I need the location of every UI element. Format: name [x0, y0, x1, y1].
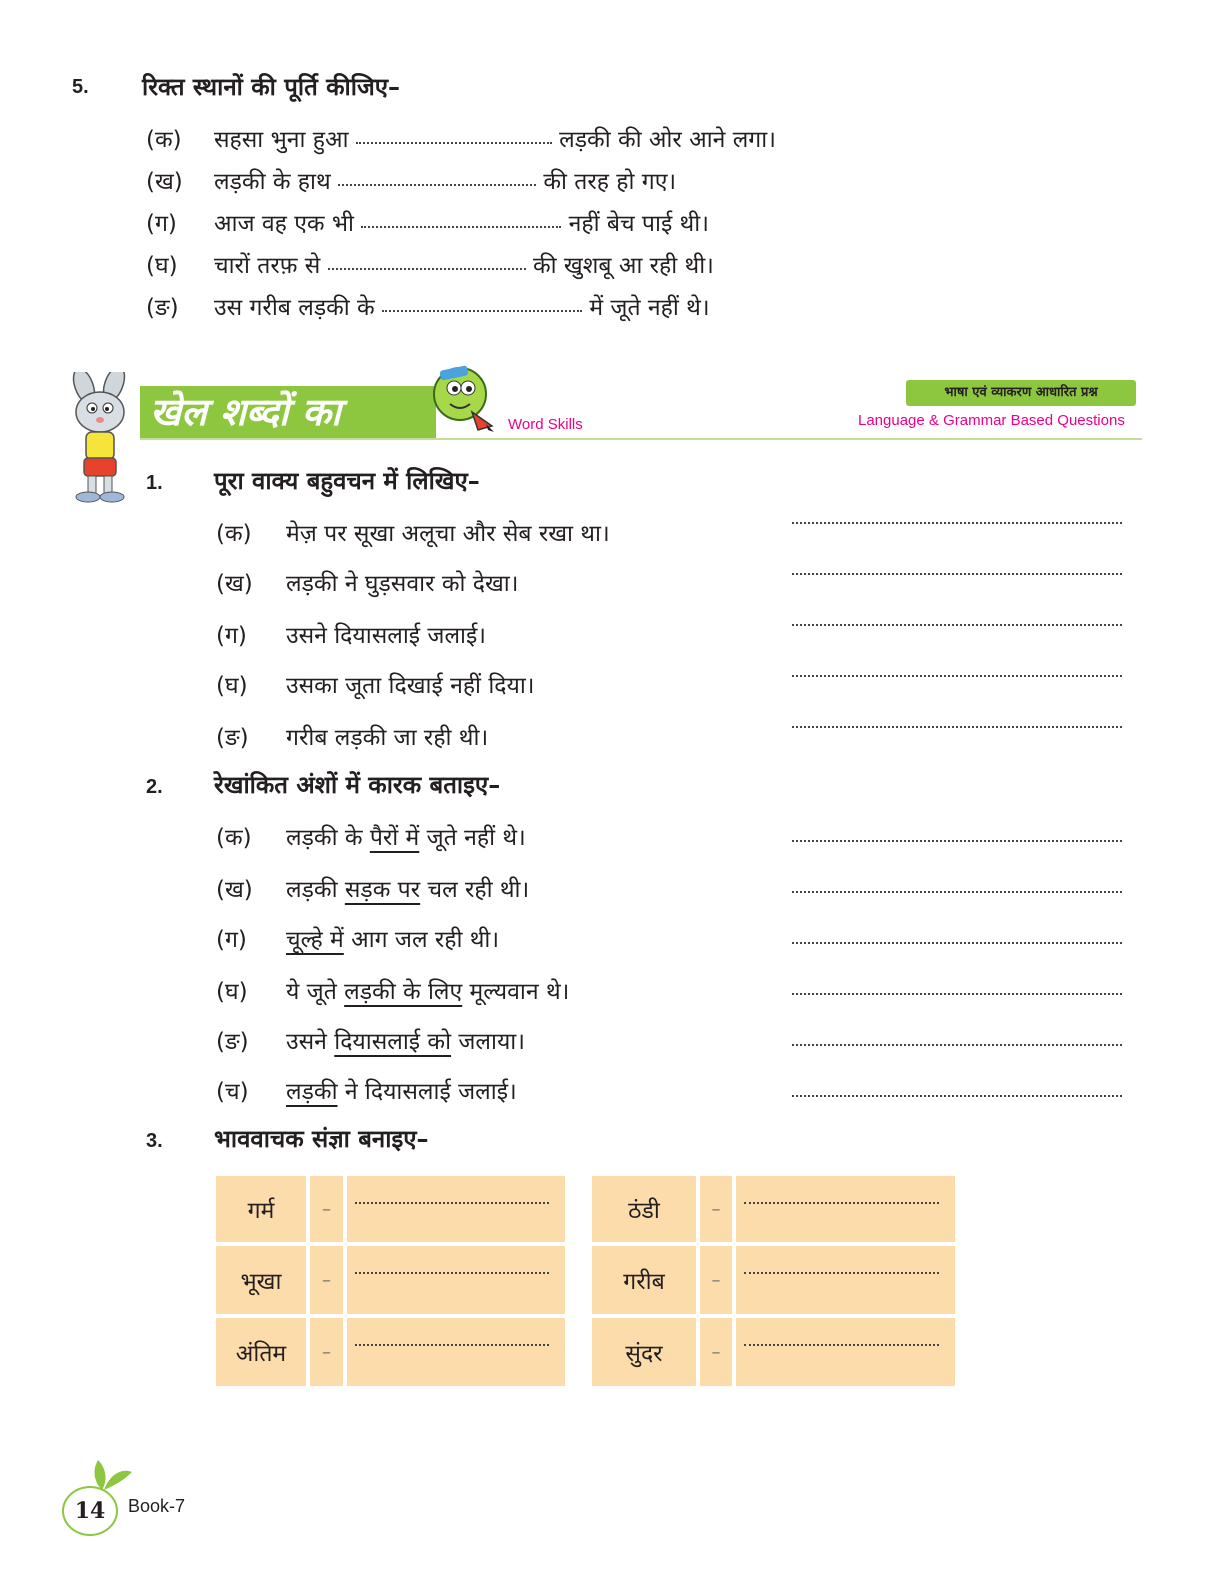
- q5-title: रिक्त स्थानों की पूर्ति कीजिए–: [142, 73, 401, 101]
- separator-cell: [310, 1246, 343, 1314]
- q5-item-before: उस गरीब लड़की के: [214, 295, 375, 321]
- word-text: गर्म: [247, 1198, 275, 1224]
- separator-text: –: [711, 1198, 721, 1220]
- q2-title: रेखांकित अंशों में कारक बताइए–: [214, 771, 501, 799]
- answer-cell[interactable]: [736, 1246, 955, 1314]
- q2-item-post: ने दियासलाई जलाई।: [337, 1079, 517, 1105]
- q2-item-post: जलाया।: [451, 1029, 525, 1055]
- answer-cell[interactable]: [736, 1318, 955, 1386]
- q5-item-label: (ग): [146, 211, 177, 237]
- q2-underlined: सड़क पर: [344, 877, 421, 903]
- q1-item-text: उसने दियासलाई जलाई।: [286, 623, 487, 649]
- answer-line[interactable]: [355, 1202, 549, 1204]
- q5-item-text: [214, 290, 710, 322]
- answer-line[interactable]: [355, 1344, 549, 1346]
- q2-item-text: [286, 820, 526, 852]
- word-cell: [592, 1176, 696, 1242]
- book-label: Book-7: [128, 1496, 186, 1516]
- q2-item-pre: ये जूते: [286, 979, 345, 1005]
- separator-cell: [700, 1318, 732, 1386]
- q2-underlined: लड़की: [286, 1079, 338, 1105]
- q2-underlined: लड़की के लिए: [344, 979, 463, 1005]
- q2-item-label: (ङ): [216, 1029, 249, 1055]
- blank-line[interactable]: [356, 138, 552, 144]
- answer-line[interactable]: [792, 891, 1122, 893]
- answer-line[interactable]: [792, 993, 1122, 995]
- word-text: गरीब: [623, 1269, 665, 1295]
- answer-cell[interactable]: [347, 1176, 565, 1242]
- answer-line[interactable]: [792, 624, 1122, 626]
- q1-number: 1.: [146, 472, 163, 494]
- word-text: भूखा: [240, 1269, 282, 1295]
- banner-divider: [140, 438, 1142, 440]
- q2-item-post: जूते नहीं थे।: [419, 825, 526, 851]
- separator-cell: [310, 1176, 343, 1242]
- answer-line[interactable]: [792, 522, 1122, 524]
- separator-text: –: [322, 1198, 331, 1220]
- q2-number: 2.: [146, 776, 163, 798]
- q2-item-pre: लड़की: [286, 877, 345, 903]
- answer-cell[interactable]: [347, 1318, 565, 1386]
- word-cell: [216, 1318, 306, 1386]
- word-cell: [216, 1176, 306, 1242]
- q2-item-post: आग जल रही थी।: [343, 927, 500, 953]
- category-badge: भाषा एवं व्याकरण आधारित प्रश्न: [906, 380, 1136, 406]
- q5-item-label: (ख): [146, 169, 183, 195]
- q5-item-label: (ङ): [146, 295, 179, 321]
- blank-line[interactable]: [338, 180, 536, 186]
- q5-item-before: लड़की के हाथ: [214, 169, 331, 195]
- q5-item-after: नहीं बेच पाई थी।: [568, 211, 709, 237]
- q2-underlined: दियासलाई को: [334, 1029, 452, 1055]
- category-english: Language & Grammar Based Questions: [858, 412, 1125, 429]
- q1-item-label: (ङ): [216, 725, 249, 751]
- separator-text: –: [711, 1341, 721, 1363]
- q5-item-text: [214, 164, 676, 196]
- answer-line[interactable]: [792, 1044, 1122, 1046]
- q2-item-text: [286, 872, 529, 904]
- q5-item-after: लड़की की ओर आने लगा।: [559, 127, 776, 153]
- rabbit-mascot-icon: [62, 372, 140, 504]
- answer-line[interactable]: [792, 675, 1122, 677]
- q5-item-text: [214, 248, 714, 280]
- q5-number: 5.: [72, 76, 89, 98]
- answer-line[interactable]: [792, 573, 1122, 575]
- answer-line[interactable]: [792, 942, 1122, 944]
- separator-text: –: [322, 1341, 331, 1363]
- banner-subtitle: Word Skills: [508, 416, 583, 433]
- answer-line[interactable]: [744, 1344, 939, 1346]
- q5-item-before: सहसा भुना हुआ: [214, 127, 349, 153]
- q2-item-post: मूल्यवान थे।: [462, 979, 570, 1005]
- q3-title: भाववाचक संज्ञा बनाइए–: [214, 1125, 429, 1153]
- blank-line[interactable]: [361, 222, 561, 228]
- word-cell: [216, 1246, 306, 1314]
- separator-cell: [310, 1318, 343, 1386]
- word-text: सुंदर: [625, 1341, 663, 1367]
- q5-item-after: की तरह हो गए।: [543, 169, 677, 195]
- q3-number: 3.: [146, 1130, 163, 1152]
- q2-item-pre: उसने: [286, 1029, 335, 1055]
- q5-item-before: चारों तरफ़ से: [214, 253, 321, 279]
- q1-item-label: (क): [216, 521, 252, 547]
- answer-line[interactable]: [792, 840, 1122, 842]
- separator-cell: [700, 1176, 732, 1242]
- separator-cell: [700, 1246, 732, 1314]
- q5-item-label: (घ): [146, 253, 178, 279]
- q2-item-label: (च): [216, 1079, 249, 1105]
- q5-item-text: [214, 122, 776, 154]
- q2-item-text: [286, 922, 499, 954]
- q2-item-text: [286, 1024, 525, 1056]
- q2-item-text: [286, 974, 569, 1006]
- blank-line[interactable]: [382, 306, 582, 312]
- q2-item-post: चल रही थी।: [420, 877, 530, 903]
- q1-item-text: लड़की ने घुड़सवार को देखा।: [286, 571, 519, 597]
- answer-line[interactable]: [792, 726, 1122, 728]
- pencil-mascot-icon: [428, 360, 498, 436]
- q2-item-label: (क): [216, 825, 252, 851]
- answer-cell[interactable]: [347, 1246, 565, 1314]
- q2-item-text: [286, 1074, 517, 1106]
- answer-line[interactable]: [744, 1202, 939, 1204]
- answer-line[interactable]: [744, 1272, 939, 1274]
- blank-line[interactable]: [328, 264, 526, 270]
- q5-item-label: (क): [146, 127, 182, 153]
- q5-item-after: की खुशबू आ रही थी।: [532, 253, 714, 279]
- answer-cell[interactable]: [736, 1176, 955, 1242]
- q2-item-label: (ख): [216, 877, 253, 903]
- q2-underlined: पैरों में: [369, 825, 420, 851]
- q1-item-label: (ख): [216, 571, 253, 597]
- q5-item-text: [214, 206, 709, 238]
- q1-item-text: गरीब लड़की जा रही थी।: [286, 725, 489, 751]
- answer-line[interactable]: [355, 1272, 549, 1274]
- q2-underlined: चूल्हे में: [286, 927, 344, 953]
- q1-item-label: (ग): [216, 623, 247, 649]
- q5-item-before: आज वह एक भी: [214, 211, 355, 237]
- q1-item-text: मेज़ पर सूखा अलूचा और सेब रखा था।: [286, 521, 610, 547]
- q1-item-label: (घ): [216, 673, 248, 699]
- word-text: अंतिम: [235, 1341, 287, 1367]
- q2-item-label: (ग): [216, 927, 247, 953]
- q1-title: पूरा वाक्य बहुवचन में लिखिए–: [214, 467, 480, 495]
- separator-text: –: [322, 1269, 331, 1291]
- q2-item-pre: लड़की के: [286, 825, 370, 851]
- banner-title: खेल शब्दों का: [150, 389, 341, 434]
- separator-text: –: [711, 1269, 721, 1291]
- word-text: ठंडी: [628, 1198, 660, 1224]
- page-number: 14: [62, 1486, 118, 1536]
- q1-item-text: उसका जूता दिखाई नहीं दिया।: [286, 673, 535, 699]
- word-cell: [592, 1246, 696, 1314]
- answer-line[interactable]: [792, 1095, 1122, 1097]
- q2-item-label: (घ): [216, 979, 248, 1005]
- word-cell: [592, 1318, 696, 1386]
- q5-item-after: में जूते नहीं थे।: [589, 295, 710, 321]
